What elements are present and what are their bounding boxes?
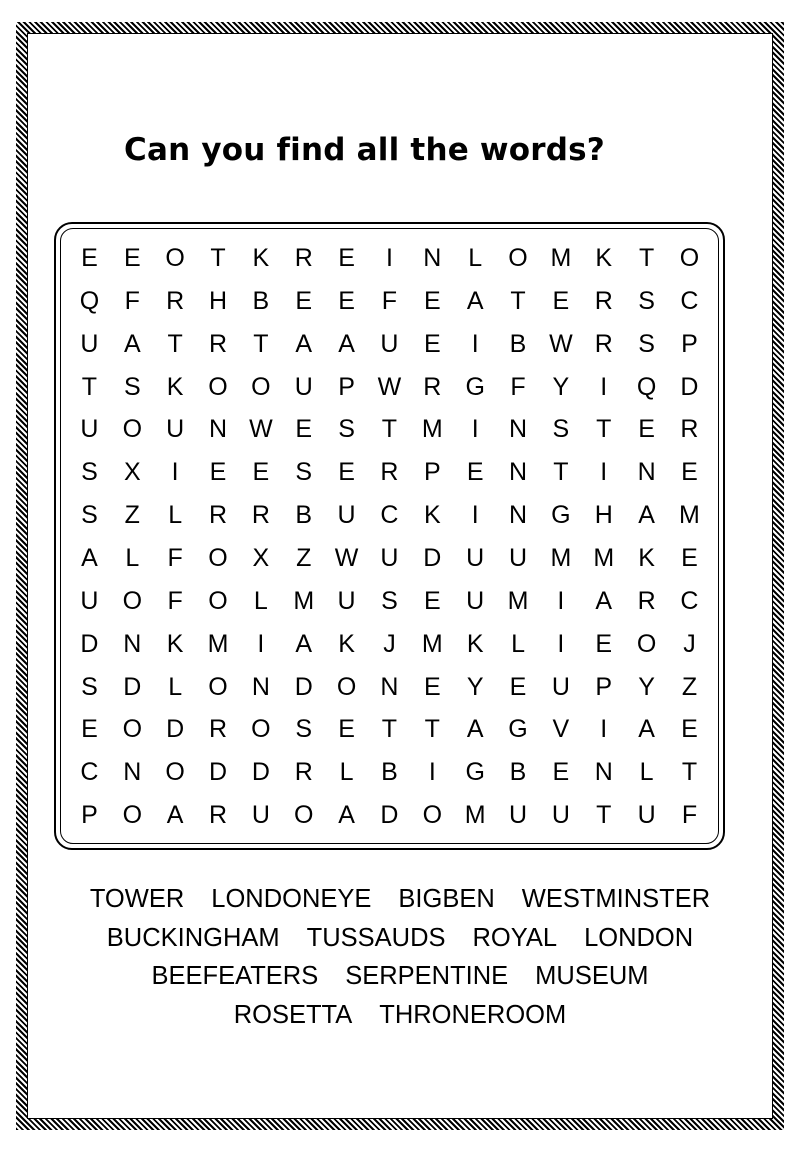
grid-cell[interactable]: D — [166, 715, 185, 744]
grid-cell[interactable]: U — [80, 586, 99, 615]
grid-cell[interactable]: E — [81, 715, 98, 744]
grid-cell[interactable]: P — [681, 329, 698, 358]
grid-cell[interactable]: N — [508, 415, 528, 444]
grid-cell[interactable]: S — [81, 501, 98, 530]
grid-cell[interactable]: I — [257, 629, 265, 658]
grid-cell[interactable]: O — [336, 672, 357, 701]
grid-cell[interactable]: E — [423, 329, 441, 358]
grid-cell[interactable]: A — [638, 715, 655, 744]
grid-cell[interactable]: A — [638, 501, 655, 530]
grid-cell[interactable]: O — [122, 586, 143, 615]
grid-cell[interactable]: A — [295, 629, 313, 658]
word-list-line — [40, 880, 760, 919]
grid-cell[interactable]: E — [552, 758, 570, 787]
grid-cell[interactable]: I — [557, 629, 565, 658]
grid-cell[interactable]: L — [511, 629, 525, 658]
grid-cell[interactable]: Z — [124, 501, 140, 530]
grid-cell[interactable]: U — [637, 801, 656, 830]
word-list-item: LONDONEYE — [211, 884, 372, 913]
grid-cell[interactable]: D — [680, 372, 699, 401]
word-list-item: WESTMINSTER — [521, 884, 711, 913]
grid-cell[interactable]: L — [168, 672, 183, 701]
grid-cell[interactable]: E — [338, 243, 355, 272]
grid-cell[interactable]: O — [508, 243, 528, 272]
grid-cell[interactable]: G — [551, 501, 571, 530]
grid-cell[interactable]: M — [679, 501, 700, 530]
grid-cell[interactable]: U — [166, 415, 185, 444]
grid-cell[interactable]: D — [208, 758, 228, 787]
grid-cell[interactable]: N — [208, 415, 228, 444]
grid-cell[interactable]: I — [557, 586, 565, 615]
grid-cell[interactable]: Z — [681, 672, 698, 701]
grid-cell[interactable]: L — [468, 243, 483, 272]
grid-cell[interactable]: I — [171, 458, 179, 487]
grid-cell[interactable]: S — [338, 415, 355, 444]
grid-cell[interactable]: M — [207, 629, 229, 658]
word-list-item: BIGBEN — [398, 884, 495, 913]
grid-cell[interactable]: T — [596, 415, 612, 444]
grid-cell[interactable]: I — [471, 415, 479, 444]
grid-cell[interactable]: R — [294, 758, 313, 787]
grid-cell[interactable]: I — [385, 243, 393, 272]
grid-cell[interactable]: H — [208, 286, 228, 315]
grid-cell[interactable]: O — [208, 586, 228, 615]
grid-cell[interactable]: U — [508, 543, 528, 572]
grid-cell[interactable]: M — [550, 543, 572, 572]
grid-cell[interactable]: N — [594, 758, 613, 787]
grid-cell[interactable]: Y — [466, 672, 484, 701]
grid-cell[interactable]: O — [422, 801, 443, 830]
grid-cell[interactable]: Q — [79, 286, 100, 315]
grid-cell[interactable]: K — [595, 243, 613, 272]
grid-cell[interactable]: O — [679, 243, 700, 272]
grid-cell[interactable]: S — [638, 329, 655, 358]
grid-cell[interactable]: B — [509, 758, 527, 787]
grid-cell[interactable]: B — [381, 758, 398, 787]
grid-cell[interactable]: E — [681, 458, 698, 487]
word-list-item: LONDON — [584, 923, 694, 952]
grid-cell[interactable]: M — [507, 586, 529, 615]
grid-cell[interactable]: O — [208, 672, 228, 701]
grid-cell[interactable]: N — [423, 243, 442, 272]
grid-cell[interactable]: E — [681, 715, 698, 744]
grid-cell[interactable]: E — [295, 415, 313, 444]
grid-cell[interactable]: E — [252, 458, 270, 487]
grid-cell[interactable]: N — [123, 758, 142, 787]
grid-cell[interactable]: U — [294, 372, 313, 401]
grid-cell[interactable]: E — [338, 286, 355, 315]
grid-cell[interactable]: I — [428, 758, 436, 787]
grid-cell[interactable]: L — [125, 543, 140, 572]
grid-cell[interactable]: E — [338, 715, 355, 744]
grid-cell[interactable]: T — [210, 243, 226, 272]
grid-cell[interactable]: I — [600, 715, 608, 744]
grid-cell[interactable]: K — [638, 543, 655, 572]
grid-cell[interactable]: E — [209, 458, 227, 487]
grid-cell[interactable]: U — [80, 415, 99, 444]
grid-cell[interactable]: U — [80, 329, 99, 358]
grid-cell[interactable]: A — [466, 715, 484, 744]
grid-cell[interactable]: T — [424, 715, 440, 744]
grid-cell[interactable]: K — [423, 501, 441, 530]
grid-cell[interactable]: W — [377, 372, 402, 401]
word-list-line — [40, 957, 760, 996]
grid-cell[interactable]: M — [421, 415, 443, 444]
grid-cell[interactable]: U — [508, 801, 528, 830]
grid-cell[interactable]: C — [680, 586, 699, 615]
grid-cell[interactable]: R — [208, 501, 228, 530]
grid-cell[interactable]: B — [295, 501, 313, 530]
grid-cell[interactable]: T — [253, 329, 269, 358]
grid-cell[interactable]: R — [423, 372, 442, 401]
grid-cell[interactable]: R — [208, 715, 228, 744]
grid-cell[interactable]: D — [380, 801, 399, 830]
grid-cell[interactable]: S — [81, 458, 98, 487]
grid-cell[interactable]: J — [683, 629, 696, 658]
word-list-item: SERPENTINE — [345, 962, 509, 991]
grid-cell[interactable]: Z — [296, 543, 312, 572]
grid-cell[interactable]: B — [509, 329, 527, 358]
grid-cell[interactable]: N — [251, 672, 270, 701]
grid-cell[interactable]: M — [550, 243, 572, 272]
grid-cell[interactable]: O — [165, 243, 185, 272]
grid-cell[interactable]: U — [466, 586, 485, 615]
page-title: Can you find all the words? — [124, 132, 605, 168]
grid-cell[interactable]: O — [251, 372, 271, 401]
grid-cell[interactable]: U — [337, 501, 356, 530]
grid-cell[interactable]: U — [251, 801, 270, 830]
word-list-item: ROYAL — [472, 923, 558, 952]
grid-cell[interactable]: E — [423, 586, 441, 615]
grid-cell[interactable]: M — [293, 586, 315, 615]
grid-cell[interactable]: G — [508, 715, 528, 744]
grid-cell[interactable]: M — [421, 629, 443, 658]
letter-grid — [68, 237, 711, 837]
grid-cell[interactable]: R — [294, 243, 313, 272]
grid-cell[interactable]: O — [122, 801, 143, 830]
grid-cell[interactable]: H — [594, 501, 613, 530]
grid-cell[interactable]: T — [638, 243, 655, 272]
grid-cell[interactable]: R — [208, 801, 228, 830]
grid-cell[interactable]: O — [208, 543, 228, 572]
word-list-line — [40, 996, 760, 1035]
grid-cell[interactable]: T — [381, 415, 398, 444]
grid-cell[interactable]: O — [165, 758, 185, 787]
grid-cell[interactable]: F — [510, 372, 526, 401]
grid-cell[interactable]: A — [338, 329, 355, 358]
grid-cell[interactable]: D — [294, 672, 313, 701]
grid-cell[interactable]: D — [80, 629, 99, 658]
grid-cell[interactable]: S — [552, 415, 570, 444]
grid-cell[interactable]: N — [123, 629, 142, 658]
grid-cell[interactable]: U — [380, 543, 399, 572]
grid-cell[interactable]: E — [81, 243, 98, 272]
grid-cell[interactable]: O — [208, 372, 228, 401]
grid-cell[interactable]: A — [295, 329, 313, 358]
grid-cell[interactable]: A — [338, 801, 355, 830]
grid-cell[interactable]: A — [166, 801, 184, 830]
grid-cell[interactable]: Y — [638, 672, 655, 701]
grid-cell[interactable]: A — [123, 329, 141, 358]
grid-cell[interactable]: A — [466, 286, 484, 315]
grid-cell[interactable]: P — [595, 672, 613, 701]
grid-cell[interactable]: E — [638, 415, 655, 444]
grid-cell[interactable]: E — [338, 458, 355, 487]
grid-cell[interactable]: R — [380, 458, 399, 487]
grid-cell[interactable]: L — [339, 758, 354, 787]
grid-cell[interactable]: G — [465, 372, 485, 401]
grid-cell[interactable]: U — [551, 801, 570, 830]
word-list-item: BEEFEATERS — [151, 962, 319, 991]
grid-cell[interactable]: D — [123, 672, 142, 701]
grid-cell[interactable]: E — [595, 629, 613, 658]
word-list-item: BUCKINGHAM — [106, 923, 280, 952]
grid-cell[interactable]: K — [338, 629, 355, 658]
grid-cell[interactable]: S — [123, 372, 141, 401]
grid-cell[interactable]: T — [681, 758, 698, 787]
grid-cell[interactable]: F — [681, 801, 698, 830]
word-list-line — [40, 919, 760, 958]
grid-cell[interactable]: I — [471, 501, 479, 530]
grid-cell[interactable]: T — [553, 458, 569, 487]
grid-cell[interactable]: U — [551, 672, 570, 701]
grid-cell[interactable]: P — [423, 458, 441, 487]
grid-cell[interactable]: T — [596, 801, 612, 830]
grid-cell[interactable]: U — [337, 586, 356, 615]
word-list-item: TOWER — [89, 884, 185, 913]
grid-cell[interactable]: R — [594, 329, 613, 358]
grid-cell[interactable]: W — [334, 543, 359, 572]
grid-cell[interactable]: D — [251, 758, 270, 787]
grid-cell[interactable]: S — [295, 458, 313, 487]
grid-cell[interactable]: K — [466, 629, 484, 658]
grid-cell[interactable]: T — [167, 329, 183, 358]
grid-cell[interactable]: F — [167, 586, 183, 615]
grid-cell[interactable]: Q — [636, 372, 657, 401]
grid-cell[interactable]: O — [251, 715, 271, 744]
grid-cell[interactable]: E — [552, 286, 570, 315]
grid-cell[interactable]: R — [637, 586, 656, 615]
grid-cell[interactable]: R — [594, 286, 613, 315]
grid-cell[interactable]: R — [166, 286, 185, 315]
grid-cell[interactable]: X — [123, 458, 141, 487]
grid-cell[interactable]: C — [80, 758, 99, 787]
grid-cell[interactable]: I — [600, 372, 608, 401]
grid-cell[interactable]: S — [638, 286, 655, 315]
grid-cell[interactable]: W — [249, 415, 273, 444]
grid-cell[interactable]: J — [383, 629, 396, 658]
grid-cell[interactable]: N — [380, 672, 399, 701]
grid-cell[interactable]: I — [600, 458, 608, 487]
grid-cell[interactable]: O — [122, 715, 143, 744]
word-list-item: MUSEUM — [535, 962, 649, 991]
grid-cell[interactable]: K — [166, 629, 184, 658]
grid-cell[interactable]: S — [81, 672, 98, 701]
grid-cell[interactable]: I — [471, 329, 479, 358]
grid-cell[interactable]: S — [381, 586, 398, 615]
word-list-item: ROSETTA — [233, 1000, 353, 1029]
grid-cell[interactable]: A — [81, 543, 98, 572]
grid-cell[interactable]: E — [423, 286, 441, 315]
grid-cell[interactable]: L — [168, 501, 183, 530]
grid-cell[interactable]: R — [251, 501, 270, 530]
grid-cell[interactable]: S — [295, 715, 313, 744]
grid-cell[interactable]: F — [124, 286, 140, 315]
grid-cell[interactable]: E — [123, 243, 141, 272]
word-list-item: TUSSAUDS — [306, 923, 446, 952]
grid-cell[interactable]: C — [380, 501, 399, 530]
grid-cell[interactable]: T — [510, 286, 526, 315]
grid-cell[interactable]: W — [549, 329, 573, 358]
grid-cell[interactable]: E — [466, 458, 484, 487]
grid-cell[interactable]: A — [595, 586, 613, 615]
grid-cell[interactable]: G — [465, 758, 485, 787]
grid-cell[interactable]: N — [637, 458, 656, 487]
grid-cell[interactable]: F — [381, 286, 398, 315]
grid-cell[interactable]: P — [338, 372, 355, 401]
grid-cell[interactable]: E — [423, 672, 441, 701]
grid-cell[interactable]: D — [423, 543, 442, 572]
word-list-item: THRONEROOM — [379, 1000, 567, 1029]
grid-cell[interactable]: P — [81, 801, 98, 830]
grid-cell[interactable]: E — [295, 286, 313, 315]
grid-cell[interactable]: E — [509, 672, 527, 701]
grid-cell[interactable]: L — [639, 758, 654, 787]
grid-cell[interactable]: U — [380, 329, 399, 358]
grid-cell[interactable]: T — [381, 715, 398, 744]
grid-cell[interactable]: Y — [552, 372, 570, 401]
grid-cell[interactable]: F — [167, 543, 183, 572]
grid-cell[interactable]: M — [593, 543, 615, 572]
grid-cell[interactable]: O — [636, 629, 657, 658]
grid-cell[interactable]: C — [680, 286, 699, 315]
grid-cell[interactable]: V — [552, 715, 570, 744]
grid-cell[interactable]: K — [252, 243, 270, 272]
grid-cell[interactable]: M — [464, 801, 486, 830]
grid-cell[interactable]: N — [508, 501, 528, 530]
grid-cell[interactable]: E — [681, 543, 698, 572]
grid-cell[interactable]: R — [680, 415, 699, 444]
grid-cell[interactable]: L — [253, 586, 268, 615]
grid-cell[interactable]: O — [294, 801, 314, 830]
grid-cell[interactable]: O — [122, 415, 143, 444]
word-list — [40, 880, 760, 1035]
grid-cell[interactable]: U — [466, 543, 485, 572]
grid-cell[interactable]: R — [208, 329, 228, 358]
grid-cell[interactable]: K — [166, 372, 184, 401]
grid-cell[interactable]: T — [81, 372, 98, 401]
grid-cell[interactable]: N — [508, 458, 528, 487]
grid-cell[interactable]: X — [252, 543, 270, 572]
grid-cell[interactable]: B — [252, 286, 270, 315]
